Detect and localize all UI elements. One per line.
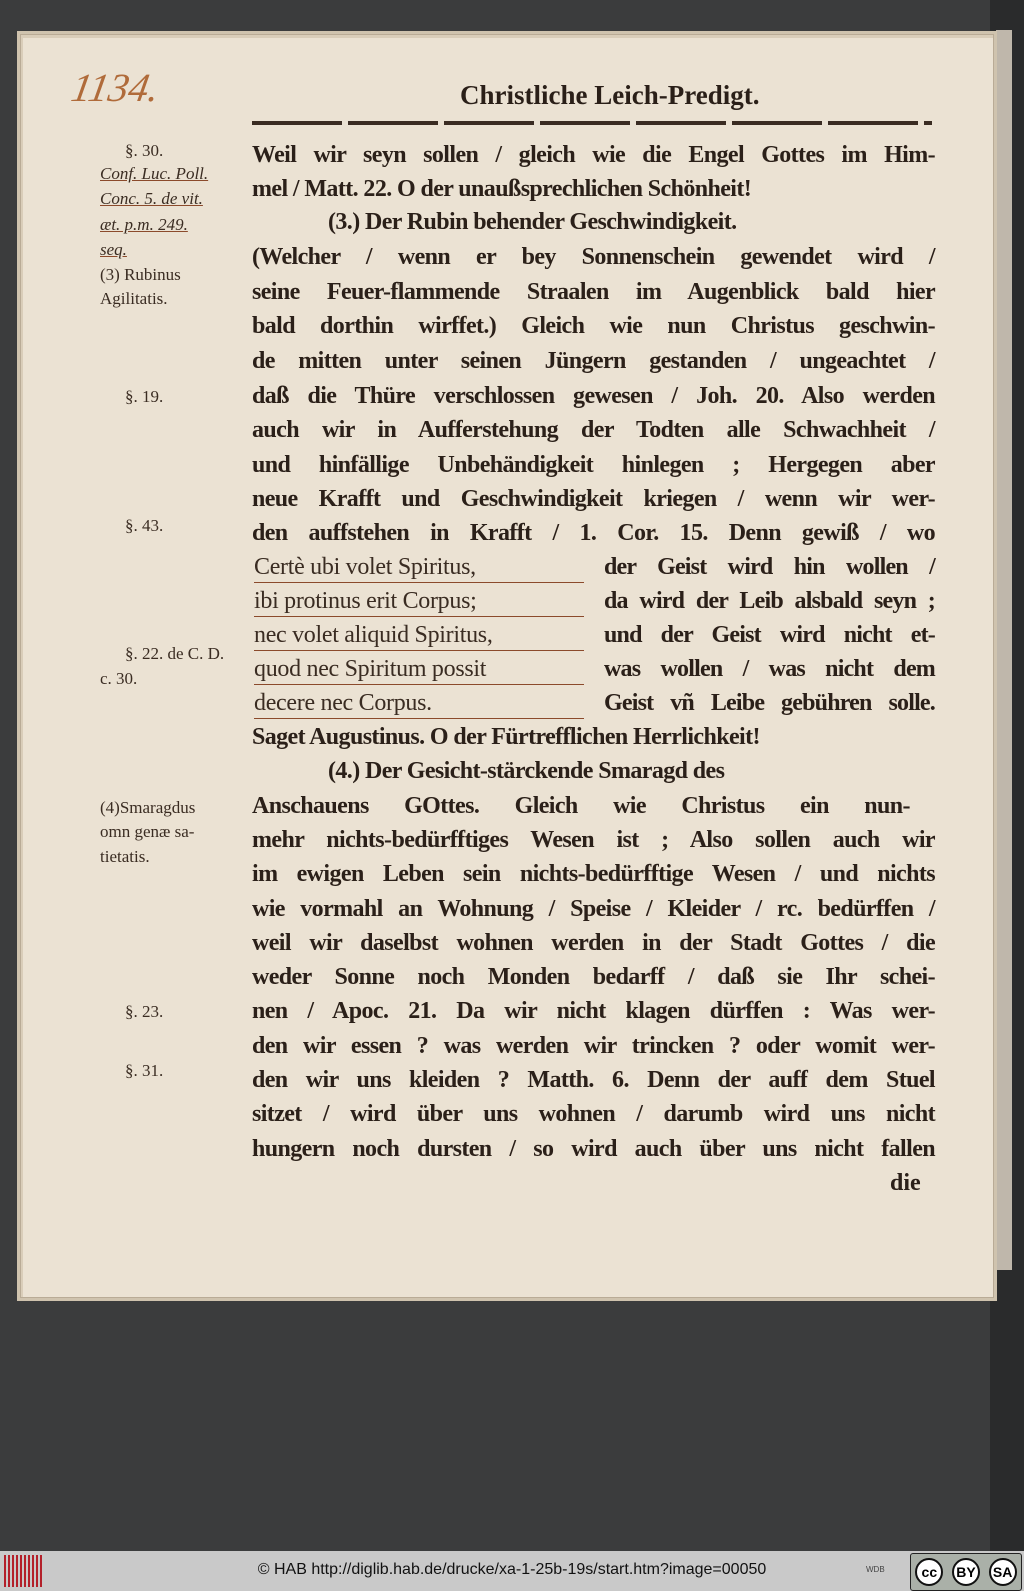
margin-note: seq. [100, 240, 127, 259]
german-quote-line: Geist vñ Leibe gebühren solle. [604, 690, 935, 716]
margin-note: omn genæ sa- [100, 822, 195, 841]
margin-note: c. 30. [100, 669, 138, 688]
german-quote-line: der Geist wird hin wollen / [604, 554, 935, 580]
text-line: den wir essen ? was werden wir trincken ? oder womit wer- [252, 1032, 935, 1059]
latin-quote-line: decere nec Corpus. [254, 688, 584, 719]
text-line: mehr nichts-bedürfftiges Wesen ist ; Also sollen auch wir [252, 826, 935, 853]
text-line: seine Feuer-flammende Straalen im Augenblick bald hier [252, 279, 935, 305]
text-line: de mitten unter seinen Jüngern gestanden / ungeachtet / [252, 348, 935, 374]
text-line: Saget Augustinus. O der Fürtrefflichen Herrlichkeit! [252, 724, 760, 750]
margin-note: tietatis. [100, 847, 150, 866]
by-icon: BY [952, 1558, 980, 1586]
text-line: neue Krafft und Geschwindigkeit kriegen / wenn wir wer- [252, 486, 935, 512]
text-line: (Welcher / wenn er bey Sonnenschein gewendet wird / [252, 244, 935, 270]
text-line: und hinfällige Unbehändigkeit hinlegen ; Hergegen aber [252, 452, 935, 478]
margin-note: Conf. Luc. Poll. [100, 164, 209, 183]
text-line: weder Sonne noch Monden bedarff / daß sie Ihr schei- [252, 964, 935, 991]
sa-icon: SA [989, 1558, 1017, 1586]
margin-note: §. 30. [125, 141, 164, 160]
running-head: Christliche Leich-Predigt. [460, 80, 760, 110]
margin-note: §. 43. [125, 516, 164, 535]
text-line: (3.) Der Rubin behender Geschwindigkeit. [328, 209, 737, 235]
latin-quote-line: quod nec Spiritum possit [254, 654, 584, 685]
margin-note: (3) Rubinus [100, 265, 181, 284]
text-line: im ewigen Leben sein nichts-bedürfftige Wesen / und nichts [252, 861, 935, 888]
margin-note: Agilitatis. [100, 289, 168, 308]
wdb-label: WDB [866, 1565, 885, 1574]
text-line: den wir uns kleiden ? Matth. 6. Denn der auff dem Stuel [252, 1067, 935, 1093]
text-line: sitzet / wird über uns wohnen / darumb wird uns nicht [252, 1101, 935, 1128]
footer-bar [0, 1551, 1024, 1591]
folio-number: 1134. [68, 65, 163, 110]
text-line: Weil wir seyn sollen / gleich wie die Engel Gottes im Him- [252, 142, 935, 168]
margin-note: §. 23. [125, 1002, 164, 1021]
header-rule [252, 121, 932, 125]
text-line: auch wir in Aufferstehung der Todten alle Schwachheit / [252, 417, 935, 443]
credit-link[interactable]: © HAB http://diglib.hab.de/drucke/xa-1-25b-19s/start.htm?image=00050 [257, 1561, 767, 1578]
german-quote-line: was wollen / was nicht dem [604, 656, 935, 682]
german-quote-line: und der Geist wird nicht et- [604, 622, 935, 648]
text-line: bald dorthin wirffet.) Gleich wie nun Christus geschwin- [252, 313, 935, 339]
latin-quote-line: Certè ubi volet Spiritus, [254, 552, 584, 583]
margin-note: §. 22. de C. D. [125, 644, 225, 663]
cc-icon: cc [915, 1558, 943, 1586]
margin-note: §. 31. [125, 1061, 164, 1080]
text-line: Anschauens GOttes. Gleich wie Christus ein nun- [252, 792, 910, 819]
text-line: daß die Thüre verschlossen gewesen / Joh. 20. Also werden [252, 383, 935, 409]
text-line: nen / Apoc. 21. Da wir nicht klagen dürffen : Was wer- [252, 998, 935, 1025]
text-line: wie vormahl an Wohnung / Speise / Kleider / rc. bedürffen / [252, 895, 935, 922]
margin-note: æt. p.m. 249. [100, 215, 188, 234]
text-line: den auffstehen in Krafft / 1. Cor. 15. Denn gewiß / wo [252, 520, 935, 546]
latin-quote-line: nec volet aliquid Spiritus, [254, 620, 584, 651]
text-line: mel / Matt. 22. O der unaußsprechlichen Schönheit! [252, 176, 752, 202]
margin-note: Conc. 5. de vit. [100, 189, 203, 208]
margin-note: (4)Smaragdus [100, 798, 196, 817]
adjacent-page-edge [990, 0, 1024, 1551]
text-line: (4.) Der Gesicht-stärckende Smaragd des [328, 758, 725, 785]
text-line: hungern noch dursten / so wird auch über uns nicht fallen [252, 1135, 935, 1162]
cc-license-badge[interactable] [910, 1553, 1022, 1591]
catchword: die [890, 1170, 921, 1196]
text-line: weil wir daselbst wohnen werden in der Stadt Gottes / die [252, 929, 935, 956]
german-quote-line: da wird der Leib alsbald seyn ; [604, 588, 935, 614]
margin-note: §. 19. [125, 387, 164, 406]
latin-quote-line: ibi protinus erit Corpus; [254, 586, 584, 617]
